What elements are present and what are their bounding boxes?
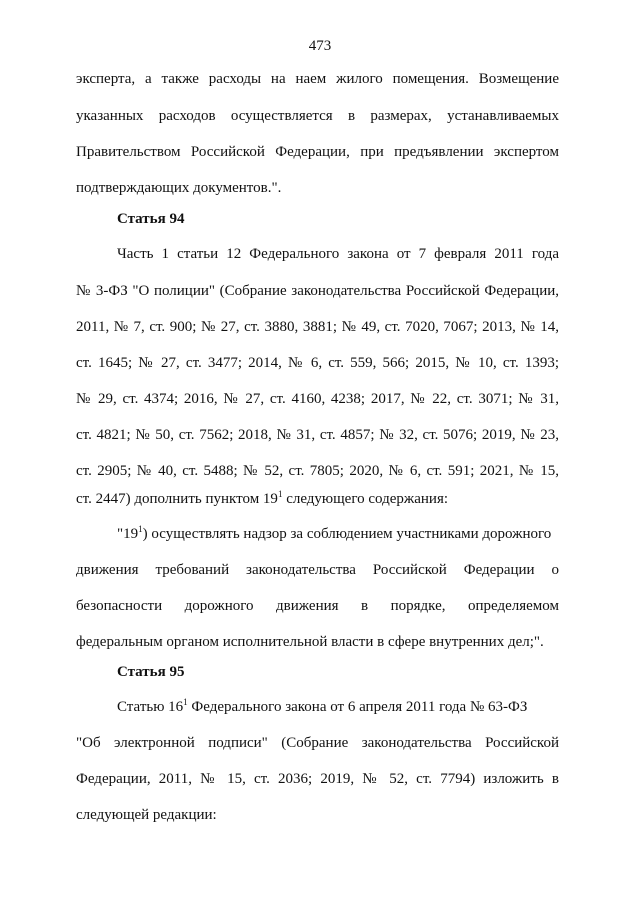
paragraph-line: указанных расходов осуществляется в размерах, устанавливаемых xyxy=(76,108,559,124)
superscript: 1 xyxy=(138,524,143,534)
quote-line: движения требований законодательства Российской Федерации о xyxy=(76,562,559,578)
article-94-heading: Статья 94 xyxy=(117,211,185,227)
text-fragment: Федерального закона от 6 апреля 2011 года № 63-ФЗ xyxy=(187,699,528,715)
article-95-heading: Статья 95 xyxy=(117,664,185,680)
quote-line: федеральным органом исполнительной власти в сфере внутренних дел;". xyxy=(76,634,544,650)
article-94-last-line xyxy=(76,490,559,508)
text-fragment: Статью 16 xyxy=(117,699,184,715)
paragraph-line: подтверждающих документов.". xyxy=(76,180,282,196)
text-fragment: ) осуществлять надзор за соблюдением участниками дорожного xyxy=(142,526,552,542)
text-fragment: следующего содержания: xyxy=(282,491,449,507)
article-94-line: 2011, № 7, ст. 900; № 27, ст. 3880, 3881; № 49, ст. 7020, 7067; 2013, № 14, xyxy=(76,319,559,335)
text-fragment: ст. 2447) дополнить пунктом 19 xyxy=(76,491,278,507)
article-95-line: Федерации, 2011, № 15, ст. 2036; 2019, № 52, ст. 7794) изложить в xyxy=(76,771,559,787)
paragraph-line: Правительством Российской Федерации, при предъявлении экспертом xyxy=(76,144,559,160)
article-95-first-line xyxy=(117,698,559,716)
article-94-line: ст. 4821; № 50, ст. 7562; 2018, № 31, ст. 4857; № 32, ст. 5076; 2019, № 23, xyxy=(76,427,559,443)
superscript: 1 xyxy=(183,697,188,707)
quote-first-line xyxy=(117,525,559,543)
article-94-line: ст. 2905; № 40, ст. 5488; № 52, ст. 7805; 2020, № 6, ст. 591; 2021, № 15, xyxy=(76,463,559,479)
article-95-line: следующей редакции: xyxy=(76,807,217,823)
page-number: 473 xyxy=(308,38,332,54)
article-94-line: № 3-ФЗ "О полиции" (Собрание законодательства Российской Федерации, xyxy=(76,283,559,299)
superscript: 1 xyxy=(277,489,283,499)
article-95-line: "Об электронной подписи" (Собрание законодательства Российской xyxy=(76,735,559,751)
text-fragment: "19 xyxy=(117,526,139,542)
quote-line: безопасности дорожного движения в порядке, определяемом xyxy=(76,598,559,614)
article-94-line: № 29, ст. 4374; 2016, № 27, ст. 4160, 4238; 2017, № 22, ст. 3071; № 31, xyxy=(76,391,559,407)
paragraph-line: эксперта, а также расходы на наем жилого помещения. Возмещение xyxy=(76,71,559,87)
article-94-line: ст. 1645; № 27, ст. 3477; 2014, № 6, ст. 559, 566; 2015, № 10, ст. 1393; xyxy=(76,355,559,371)
article-94-line: Часть 1 статьи 12 Федерального закона от 7 февраля 2011 года xyxy=(117,246,559,262)
